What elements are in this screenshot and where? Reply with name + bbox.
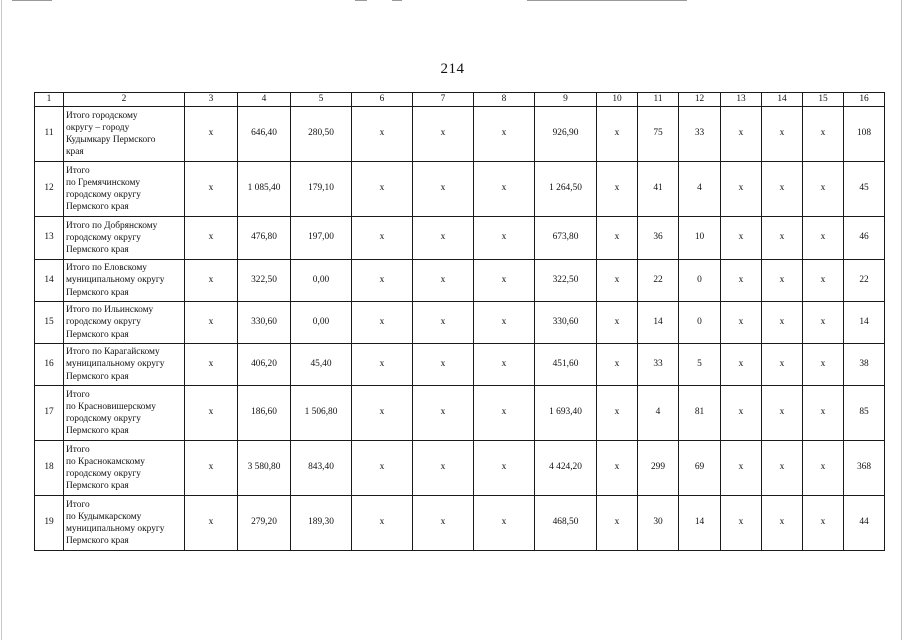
table-cell: x <box>352 344 413 386</box>
table-cell: 4 <box>679 162 721 217</box>
row-number-cell: 17 <box>35 386 64 441</box>
table-cell: x <box>185 344 238 386</box>
row-number-cell: 15 <box>35 302 64 344</box>
row-number-cell: 12 <box>35 162 64 217</box>
region-name-cell: Итого по Красновишерскому городскому округу Пермского края <box>64 386 185 441</box>
table-cell: x <box>474 260 535 302</box>
table-cell: x <box>352 162 413 217</box>
table-cell: 0 <box>679 260 721 302</box>
scan-left-edge <box>1 0 2 640</box>
table-cell: x <box>352 386 413 441</box>
table-cell: x <box>803 344 844 386</box>
table-row <box>35 344 885 386</box>
table-cell: x <box>803 386 844 441</box>
column-header-13: 13 <box>721 93 762 107</box>
table-row <box>35 107 885 162</box>
table-row <box>35 260 885 302</box>
table-cell: x <box>597 441 638 496</box>
column-header-2: 2 <box>64 93 185 107</box>
column-header-14: 14 <box>762 93 803 107</box>
region-name-cell: Итого по Карагайскому муниципальному округу Пермского края <box>64 344 185 386</box>
table-cell: x <box>597 162 638 217</box>
table-cell: x <box>721 260 762 302</box>
table-cell: x <box>762 441 803 496</box>
table-cell: 279,20 <box>238 496 291 551</box>
table-cell: x <box>474 496 535 551</box>
table-cell: x <box>185 217 238 260</box>
table-cell: 673,80 <box>535 217 597 260</box>
table-cell: 69 <box>679 441 721 496</box>
table-cell: 926,90 <box>535 107 597 162</box>
table-cell: x <box>185 496 238 551</box>
table-cell: 299 <box>638 441 679 496</box>
table-cell: x <box>474 344 535 386</box>
table-cell: x <box>803 260 844 302</box>
table-cell: x <box>803 162 844 217</box>
table-cell: 4 424,20 <box>535 441 597 496</box>
table-cell: 1 693,40 <box>535 386 597 441</box>
row-number-cell: 16 <box>35 344 64 386</box>
table-cell: 330,60 <box>535 302 597 344</box>
region-name-cell: Итого по Еловскому муниципальному округу Пермского края <box>64 260 185 302</box>
table-cell: x <box>185 441 238 496</box>
table-cell: 322,50 <box>535 260 597 302</box>
table-cell: x <box>721 496 762 551</box>
table-cell: 14 <box>679 496 721 551</box>
table-cell: 10 <box>679 217 721 260</box>
table-cell: x <box>762 496 803 551</box>
table-cell: x <box>597 386 638 441</box>
table-cell: x <box>721 441 762 496</box>
row-number-cell: 14 <box>35 260 64 302</box>
table-cell: x <box>474 441 535 496</box>
column-header-11: 11 <box>638 93 679 107</box>
table-cell: 5 <box>679 344 721 386</box>
region-name-cell: Итого по Ильинскому городскому округу Пермского края <box>64 302 185 344</box>
table-cell: 330,60 <box>238 302 291 344</box>
column-header-4: 4 <box>238 93 291 107</box>
table-cell: x <box>352 260 413 302</box>
table-cell: x <box>352 107 413 162</box>
table-cell: x <box>721 162 762 217</box>
table-cell: 75 <box>638 107 679 162</box>
table-cell: 1 506,80 <box>291 386 352 441</box>
column-header-1: 1 <box>35 93 64 107</box>
table-cell: x <box>803 107 844 162</box>
table-cell: 33 <box>638 344 679 386</box>
table-row <box>35 386 885 441</box>
table-cell: x <box>352 302 413 344</box>
table-cell: x <box>185 107 238 162</box>
table-cell: 3 580,80 <box>238 441 291 496</box>
region-name-cell: Итого по Добрянскому городскому округу Пермского края <box>64 217 185 260</box>
table-cell: x <box>762 344 803 386</box>
scan-top-mark <box>355 0 367 1</box>
column-header-5: 5 <box>291 93 352 107</box>
region-name-cell: Итого по Краснокамскому городскому округу Пермского края <box>64 441 185 496</box>
scan-right-edge <box>901 0 902 640</box>
region-name-cell: Итого по Кудымкарскому муниципальному округу Пермского края <box>64 496 185 551</box>
table-cell: 30 <box>638 496 679 551</box>
table-cell: x <box>413 162 474 217</box>
table-cell: 108 <box>844 107 885 162</box>
page-number: 214 <box>440 61 465 77</box>
table-cell: x <box>762 217 803 260</box>
table-cell: x <box>721 107 762 162</box>
table-cell: 45 <box>844 162 885 217</box>
table-cell: 46 <box>844 217 885 260</box>
table-cell: 406,20 <box>238 344 291 386</box>
table-cell: x <box>413 386 474 441</box>
table-cell: x <box>474 162 535 217</box>
table-cell: x <box>413 260 474 302</box>
scan-top-mark <box>12 0 52 1</box>
row-number-cell: 13 <box>35 217 64 260</box>
scan-top-mark <box>392 0 402 1</box>
table-cell: x <box>597 302 638 344</box>
table-cell: x <box>762 260 803 302</box>
table-cell: x <box>721 344 762 386</box>
table-cell: 45,40 <box>291 344 352 386</box>
column-header-6: 6 <box>352 93 413 107</box>
table-cell: x <box>721 217 762 260</box>
table-cell: 22 <box>638 260 679 302</box>
table-row <box>35 162 885 217</box>
table-row <box>35 217 885 260</box>
table-cell: x <box>597 107 638 162</box>
table-cell: 0,00 <box>291 260 352 302</box>
table-cell: 38 <box>844 344 885 386</box>
table-row <box>35 496 885 551</box>
table-cell: x <box>762 386 803 441</box>
column-header-15: 15 <box>803 93 844 107</box>
table-cell: 179,10 <box>291 162 352 217</box>
table-cell: 81 <box>679 386 721 441</box>
table-cell: x <box>352 441 413 496</box>
table-cell: x <box>803 217 844 260</box>
table-cell: x <box>803 496 844 551</box>
table-cell: 368 <box>844 441 885 496</box>
table-cell: 476,80 <box>238 217 291 260</box>
table-cell: 0,00 <box>291 302 352 344</box>
table-cell: 4 <box>638 386 679 441</box>
table-cell: 189,30 <box>291 496 352 551</box>
table-cell: x <box>413 217 474 260</box>
region-name-cell: Итого по Гремячинскому городскому округу Пермского края <box>64 162 185 217</box>
table-cell: 33 <box>679 107 721 162</box>
column-header-10: 10 <box>597 93 638 107</box>
row-number-cell: 18 <box>35 441 64 496</box>
table-cell: x <box>413 344 474 386</box>
table-cell: x <box>474 107 535 162</box>
table-cell: x <box>413 302 474 344</box>
table-cell: 843,40 <box>291 441 352 496</box>
table-cell: 186,60 <box>238 386 291 441</box>
table-cell: x <box>721 302 762 344</box>
scan-top-mark <box>527 0 687 1</box>
table-cell: x <box>597 260 638 302</box>
column-header-9: 9 <box>535 93 597 107</box>
column-header-12: 12 <box>679 93 721 107</box>
table-cell: 322,50 <box>238 260 291 302</box>
column-header-7: 7 <box>413 93 474 107</box>
table-cell: x <box>474 302 535 344</box>
table-cell: x <box>474 386 535 441</box>
table-cell: x <box>185 260 238 302</box>
region-name-cell: Итого городскому округу – городу Кудымкару Пермского края <box>64 107 185 162</box>
table-cell: 1 085,40 <box>238 162 291 217</box>
table-cell: x <box>597 344 638 386</box>
table-cell: x <box>762 162 803 217</box>
table-cell: x <box>803 441 844 496</box>
table-cell: 22 <box>844 260 885 302</box>
table-cell: 646,40 <box>238 107 291 162</box>
table-cell: x <box>413 441 474 496</box>
table-cell: 36 <box>638 217 679 260</box>
table-cell: x <box>185 302 238 344</box>
column-header-3: 3 <box>185 93 238 107</box>
table-cell: x <box>474 217 535 260</box>
table-cell: x <box>352 217 413 260</box>
table-cell: 41 <box>638 162 679 217</box>
table-cell: 85 <box>844 386 885 441</box>
table-cell: x <box>762 302 803 344</box>
table-cell: x <box>762 107 803 162</box>
column-header-8: 8 <box>474 93 535 107</box>
table-cell: x <box>352 496 413 551</box>
table-cell: x <box>185 386 238 441</box>
table-cell: 44 <box>844 496 885 551</box>
table-cell: 468,50 <box>535 496 597 551</box>
column-header-16: 16 <box>844 93 885 107</box>
table-cell: 14 <box>844 302 885 344</box>
table-cell: 14 <box>638 302 679 344</box>
table-body <box>35 107 885 551</box>
table-cell: 0 <box>679 302 721 344</box>
table-row <box>35 302 885 344</box>
table-cell: x <box>413 496 474 551</box>
table-cell: x <box>803 302 844 344</box>
table-cell: 197,00 <box>291 217 352 260</box>
table-cell: x <box>413 107 474 162</box>
row-number-cell: 11 <box>35 107 64 162</box>
table-cell: x <box>597 496 638 551</box>
table-header-row <box>35 93 885 107</box>
table-cell: x <box>185 162 238 217</box>
table-cell: x <box>721 386 762 441</box>
table-cell: x <box>597 217 638 260</box>
table-cell: 451,60 <box>535 344 597 386</box>
table-row <box>35 441 885 496</box>
table-cell: 1 264,50 <box>535 162 597 217</box>
row-number-cell: 19 <box>35 496 64 551</box>
table-cell: 280,50 <box>291 107 352 162</box>
data-table <box>34 92 885 551</box>
